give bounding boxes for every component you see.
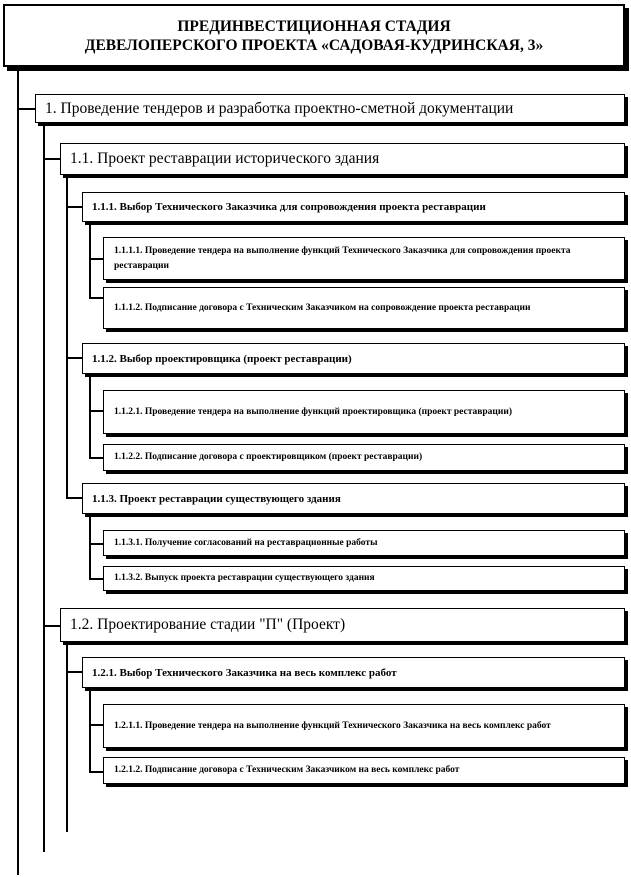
node-1-1-3 [82, 483, 625, 514]
node-1-2-1-2-label: 1.2.1.2. Подписание договора с Техническим Заказчиком на весь комплекс работ [114, 765, 460, 775]
title-line-1: ПРЕДИНВЕСТИЦИОННАЯ СТАДИЯ [177, 17, 451, 35]
connector-n1-1 [43, 158, 60, 160]
connector-n1-1-1 [66, 206, 82, 208]
node-1-label: 1. Проведение тендеров и разработка проектно-сметной документации [45, 99, 514, 117]
title-line-2: ДЕВЕЛОПЕРСКОГО ПРОЕКТА «САДОВАЯ-КУДРИНСКАЯ, 3» [84, 36, 544, 54]
node-1-1-1-label: 1.1.1. Выбор Технического Заказчика для сопровождения проекта реставрации [92, 201, 486, 213]
connector-n1-2-1-1 [89, 724, 103, 726]
node-1-2-1-label: 1.2.1. Выбор Технического Заказчика на весь комплекс работ [92, 666, 397, 679]
connector-level3-a [89, 222, 91, 298]
node-1-2-1 [82, 657, 625, 688]
connector-n1-1-3 [66, 497, 82, 499]
node-1-1-1-2 [103, 287, 625, 329]
node-1-1 [60, 143, 625, 175]
node-1-1-1-1 [103, 237, 625, 280]
node-1-2-1-1-label: 1.2.1.1. Проведение тендера на выполнение функций Технического Заказчика на весь комплекс работ [114, 720, 551, 731]
node-1-1-2-1 [103, 390, 625, 434]
connector-n1 [17, 108, 35, 110]
node-1-2-1-2 [103, 757, 625, 784]
connector-n1-1-1-2 [89, 297, 103, 299]
connector-n1-1-2-1 [89, 410, 103, 412]
connector-n1-1-3-2 [89, 578, 103, 580]
node-1-1-1-2-label: 1.1.1.2. Подписание договора с Техническим Заказчиком на сопровождение проекта реставрации [114, 302, 531, 313]
connector-level1 [43, 123, 45, 852]
node-1-1-3-1 [103, 530, 625, 556]
node-1-1-3-label: 1.1.3. Проект реставрации существующего здания [92, 492, 341, 505]
node-1-1-2-1-label: 1.1.2.1. Проведение тендера на выполнение функций проектировщика (проект реставрации) [114, 406, 512, 417]
node-1 [35, 94, 625, 123]
node-1-1-3-1-label: 1.1.3.1. Получение согласований на реставрационные работы [114, 537, 378, 548]
connector-n1-1-2-2 [89, 457, 103, 459]
connector-n1-2 [43, 625, 60, 627]
connector-n1-2-1-2 [89, 771, 103, 773]
node-1-1-2-label: 1.1.2. Выбор проектировщика (проект реставрации) [92, 352, 352, 365]
node-1-2-label: 1.2. Проектирование стадии "П" (Проект) [70, 616, 346, 633]
node-1-1-2-2-label: 1.1.2.2. Подписание договора с проектировщиком (проект реставрации) [114, 452, 423, 462]
connector-n1-1-1-1 [89, 258, 103, 260]
connector-root [17, 69, 19, 875]
node-1-1-2-2 [103, 444, 625, 471]
connector-level3-c [89, 514, 91, 579]
diagram-title [3, 4, 625, 67]
connector-level3-b [89, 374, 91, 458]
node-1-1-label: 1.1. Проект реставрации исторического здания [70, 150, 380, 167]
connector-n1-2-1 [66, 671, 82, 673]
node-1-1-3-2-label: 1.1.3.2. Выпуск проекта реставрации существующего здания [114, 573, 375, 583]
node-1-1-2 [82, 343, 625, 374]
connector-n1-1-2 [66, 357, 82, 359]
node-1-1-1 [82, 192, 625, 222]
node-1-2 [60, 608, 625, 642]
connector-level2-a [66, 175, 68, 498]
node-1-1-3-2 [103, 566, 625, 591]
connector-level3-d [89, 688, 91, 772]
connector-n1-1-3-1 [89, 543, 103, 545]
node-1-1-1-1-label: 1.1.1.1. Проведение тендера на выполнение функций Технического Заказчика для сопровождения проекта реставрации [114, 245, 571, 271]
node-1-2-1-1 [103, 704, 625, 748]
